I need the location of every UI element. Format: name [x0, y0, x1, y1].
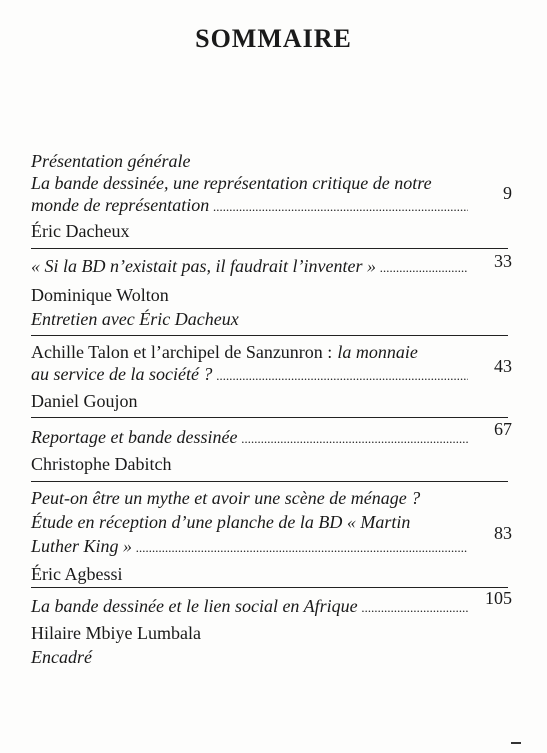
entry-3-title-roman: Achille Talon et l’archipel de Sanzunron : [31, 342, 333, 362]
entry-5-author: Éric Agbessi [31, 564, 123, 584]
entry-3-title-italic: la monnaie [337, 342, 418, 362]
entry-3-title-end: au service de la société ? [31, 364, 213, 384]
entry-5-line-2: Étude en réception d’une planche de la BD « Martin [31, 512, 411, 532]
divider [31, 587, 508, 588]
entry-4-line-1 [31, 419, 512, 450]
entry-4-author: Christophe Dabitch [31, 454, 172, 474]
entry-3-line-2 [31, 356, 512, 387]
divider [31, 248, 508, 249]
dot-leader [380, 255, 468, 279]
toc-entry-6 [31, 588, 512, 668]
entry-1-page-number: 9 [503, 183, 512, 203]
toc-entry-5 [31, 487, 512, 585]
entry-5-line-3 [31, 523, 512, 559]
entry-3-author: Daniel Goujon [31, 391, 138, 411]
entry-1-line-2: La bande dessinée, une représentation critique de notre [31, 173, 432, 193]
toc-entry-3 [31, 341, 512, 412]
dot-leader [241, 426, 468, 450]
toc-entry-1 [31, 150, 512, 242]
entry-3-page-number: 43 [494, 356, 512, 376]
entry-2-page-number: 33 [494, 251, 512, 271]
dot-leader [362, 595, 468, 619]
entry-6-title: La bande dessinée et le lien social en Afrique [31, 596, 358, 616]
toc-entry-2 [31, 251, 512, 330]
toc-entry-4 [31, 419, 512, 475]
page-edge-mark [511, 742, 521, 744]
entry-4-page-number: 67 [494, 419, 512, 439]
entry-2-title: « Si la BD n’existait pas, il faudrait l’inventer » [31, 256, 376, 276]
dot-leader [136, 535, 468, 559]
entry-3-line-1 [31, 341, 512, 363]
entry-2-author: Dominique Wolton [31, 285, 169, 305]
dot-leader [216, 363, 468, 387]
divider [31, 481, 508, 482]
entry-4-title: Reportage et bande dessinée [31, 427, 238, 447]
entry-1-line-1: Présentation générale [31, 151, 191, 171]
entry-5-page-number: 83 [494, 523, 512, 543]
entry-2-line-1 [31, 251, 512, 279]
entry-6-author: Hilaire Mbiye Lumbala [31, 623, 201, 643]
dot-leader [213, 194, 468, 218]
entry-1-author: Éric Dacheux [31, 221, 130, 241]
divider [31, 417, 508, 418]
entry-5-title-end: Luther King » [31, 536, 133, 556]
entry-6-page-number: 105 [485, 588, 512, 608]
divider [31, 335, 508, 336]
page-title: SOMMAIRE [195, 24, 352, 53]
entry-6-note: Encadré [31, 647, 92, 667]
entry-5-line-1: Peut-on être un mythe et avoir une scène de ménage ? [31, 488, 421, 508]
entry-2-note: Entretien avec Éric Dacheux [31, 309, 239, 329]
entry-1-title-end: monde de représentation [31, 195, 210, 215]
entry-6-line-1 [31, 588, 512, 619]
